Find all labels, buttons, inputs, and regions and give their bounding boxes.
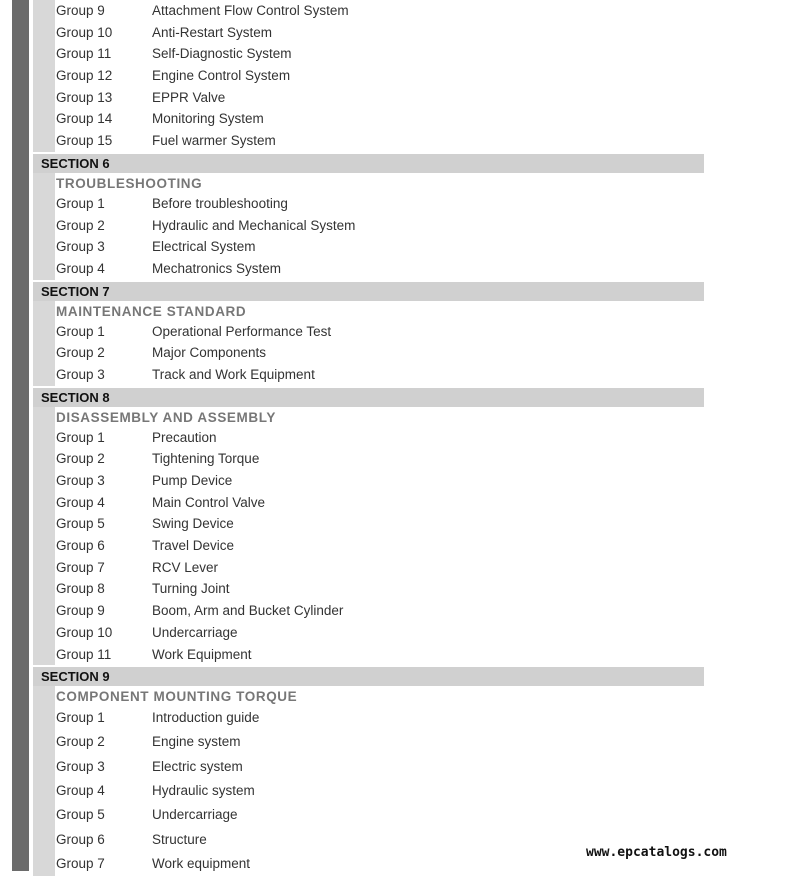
section-title: DISASSEMBLY AND ASSEMBLY [56,409,276,425]
group-number: Group 10 [56,624,113,640]
left-margin-bar [12,0,29,871]
toc-row [56,779,704,803]
group-number: Group 4 [56,494,105,510]
group-title: Fuel warmer System [152,133,276,149]
toc-row [56,22,704,44]
section-title: COMPONENT MOUNTING TORQUE [56,689,298,705]
toc-row [56,578,704,600]
group-number: Group 1 [56,429,105,445]
toc-row [56,87,704,109]
group-title: Undercarriage [152,624,238,640]
section-header: SECTION 8 [33,388,704,407]
section-body [33,407,704,666]
group-number: Group 3 [56,473,105,488]
group-number: Group 2 [56,217,105,233]
toc-row [56,755,704,779]
group-number: Group 13 [56,89,113,105]
group-title: Engine Control System [152,68,291,84]
group-number: Group 11 [56,646,112,662]
group-title: EPPR Valve [152,89,226,105]
group-number: Group 1 [56,195,105,211]
toc-row [56,108,704,130]
toc-row [56,557,704,579]
group-number: Group 14 [56,111,113,127]
group-title: Travel Device [152,538,235,554]
group-title: Tightening Torque [152,451,260,467]
group-title: Mechatronics System [152,260,282,276]
group-title: Work Equipment [152,646,252,662]
toc-row [56,622,704,644]
toc-row [56,193,704,215]
group-title: Before troubleshooting [152,195,288,211]
toc-row [56,65,704,87]
group-number: Group 3 [56,758,105,774]
group-number: Group 9 [56,603,105,619]
group-number: Group 1 [56,710,105,726]
toc-row [56,730,704,754]
group-title: Main Control Valve [152,494,266,510]
group-number: Group 12 [56,68,113,84]
group-number: Group 2 [56,734,105,750]
toc-row [56,364,704,386]
group-number: Group 5 [56,807,105,823]
group-number: Group 15 [56,133,113,149]
group-title: Hydraulic system [152,783,255,799]
group-title: Electrical System [152,239,256,255]
toc-row [56,803,704,827]
toc-row [56,258,704,280]
group-title: Attachment Flow Control System [152,3,349,18]
table-of-contents [33,0,704,876]
group-number: Group 3 [56,366,105,382]
toc-row [56,0,704,22]
toc-row [56,535,704,557]
group-title: Anti-Restart System [152,24,273,40]
section-header: SECTION 7 [33,282,704,301]
toc-row [56,215,704,237]
group-number: Group 5 [56,516,105,532]
group-title: Major Components [152,345,267,361]
group-number: Group 2 [56,451,105,467]
group-number: Group 6 [56,538,105,554]
group-title: Self-Diagnostic System [152,46,292,62]
section-body [33,173,704,280]
group-number: Group 1 [56,323,105,339]
toc-row [56,321,704,343]
toc-row [56,427,704,449]
group-title: Precaution [152,429,217,445]
group-title: Turning Joint [152,581,230,597]
group-title: Hydraulic and Mechanical System [152,217,356,233]
group-title: Undercarriage [152,807,238,823]
group-title: Swing Device [152,516,234,532]
group-title: Boom, Arm and Bucket Cylinder [152,603,344,619]
section-body [33,301,704,386]
toc-row [56,513,704,535]
toc-row [56,342,704,364]
section-title: MAINTENANCE STANDARD [56,303,247,319]
group-number: Group 7 [56,855,105,871]
group-number: Group 7 [56,559,105,575]
group-number: Group 10 [56,24,113,40]
toc-row [56,706,704,730]
group-number: Group 9 [56,3,105,18]
group-title: Pump Device [152,473,233,488]
group-number: Group 4 [56,260,105,276]
toc-row [56,448,704,470]
group-number: Group 8 [56,581,105,597]
group-title: Work equipment [152,855,251,871]
group-number: Group 2 [56,345,105,361]
group-title: Engine system [152,734,241,750]
group-number: Group 6 [56,831,105,847]
toc-row [56,644,704,666]
toc-row [56,600,704,622]
toc-row [56,130,704,152]
group-title: Structure [152,831,207,847]
toc-row [56,43,704,65]
toc-row [56,492,704,514]
section-title: TROUBLESHOOTING [56,175,203,191]
group-title: Electric system [152,758,243,774]
group-title: RCV Lever [152,559,219,575]
group-title: Track and Work Equipment [152,366,315,382]
group-number: Group 4 [56,783,105,799]
group-title: Operational Performance Test [152,323,332,339]
toc-row [56,470,704,492]
group-title: Monitoring System [152,111,264,127]
watermark-url: www.epcatalogs.com [586,845,727,860]
section-header: SECTION 6 [33,154,704,173]
section-header: SECTION 9 [33,667,704,686]
group-number: Group 3 [56,239,105,255]
group-title: Introduction guide [152,710,260,726]
section-5-continued [33,0,704,152]
group-number: Group 11 [56,46,112,62]
toc-row [56,236,704,258]
